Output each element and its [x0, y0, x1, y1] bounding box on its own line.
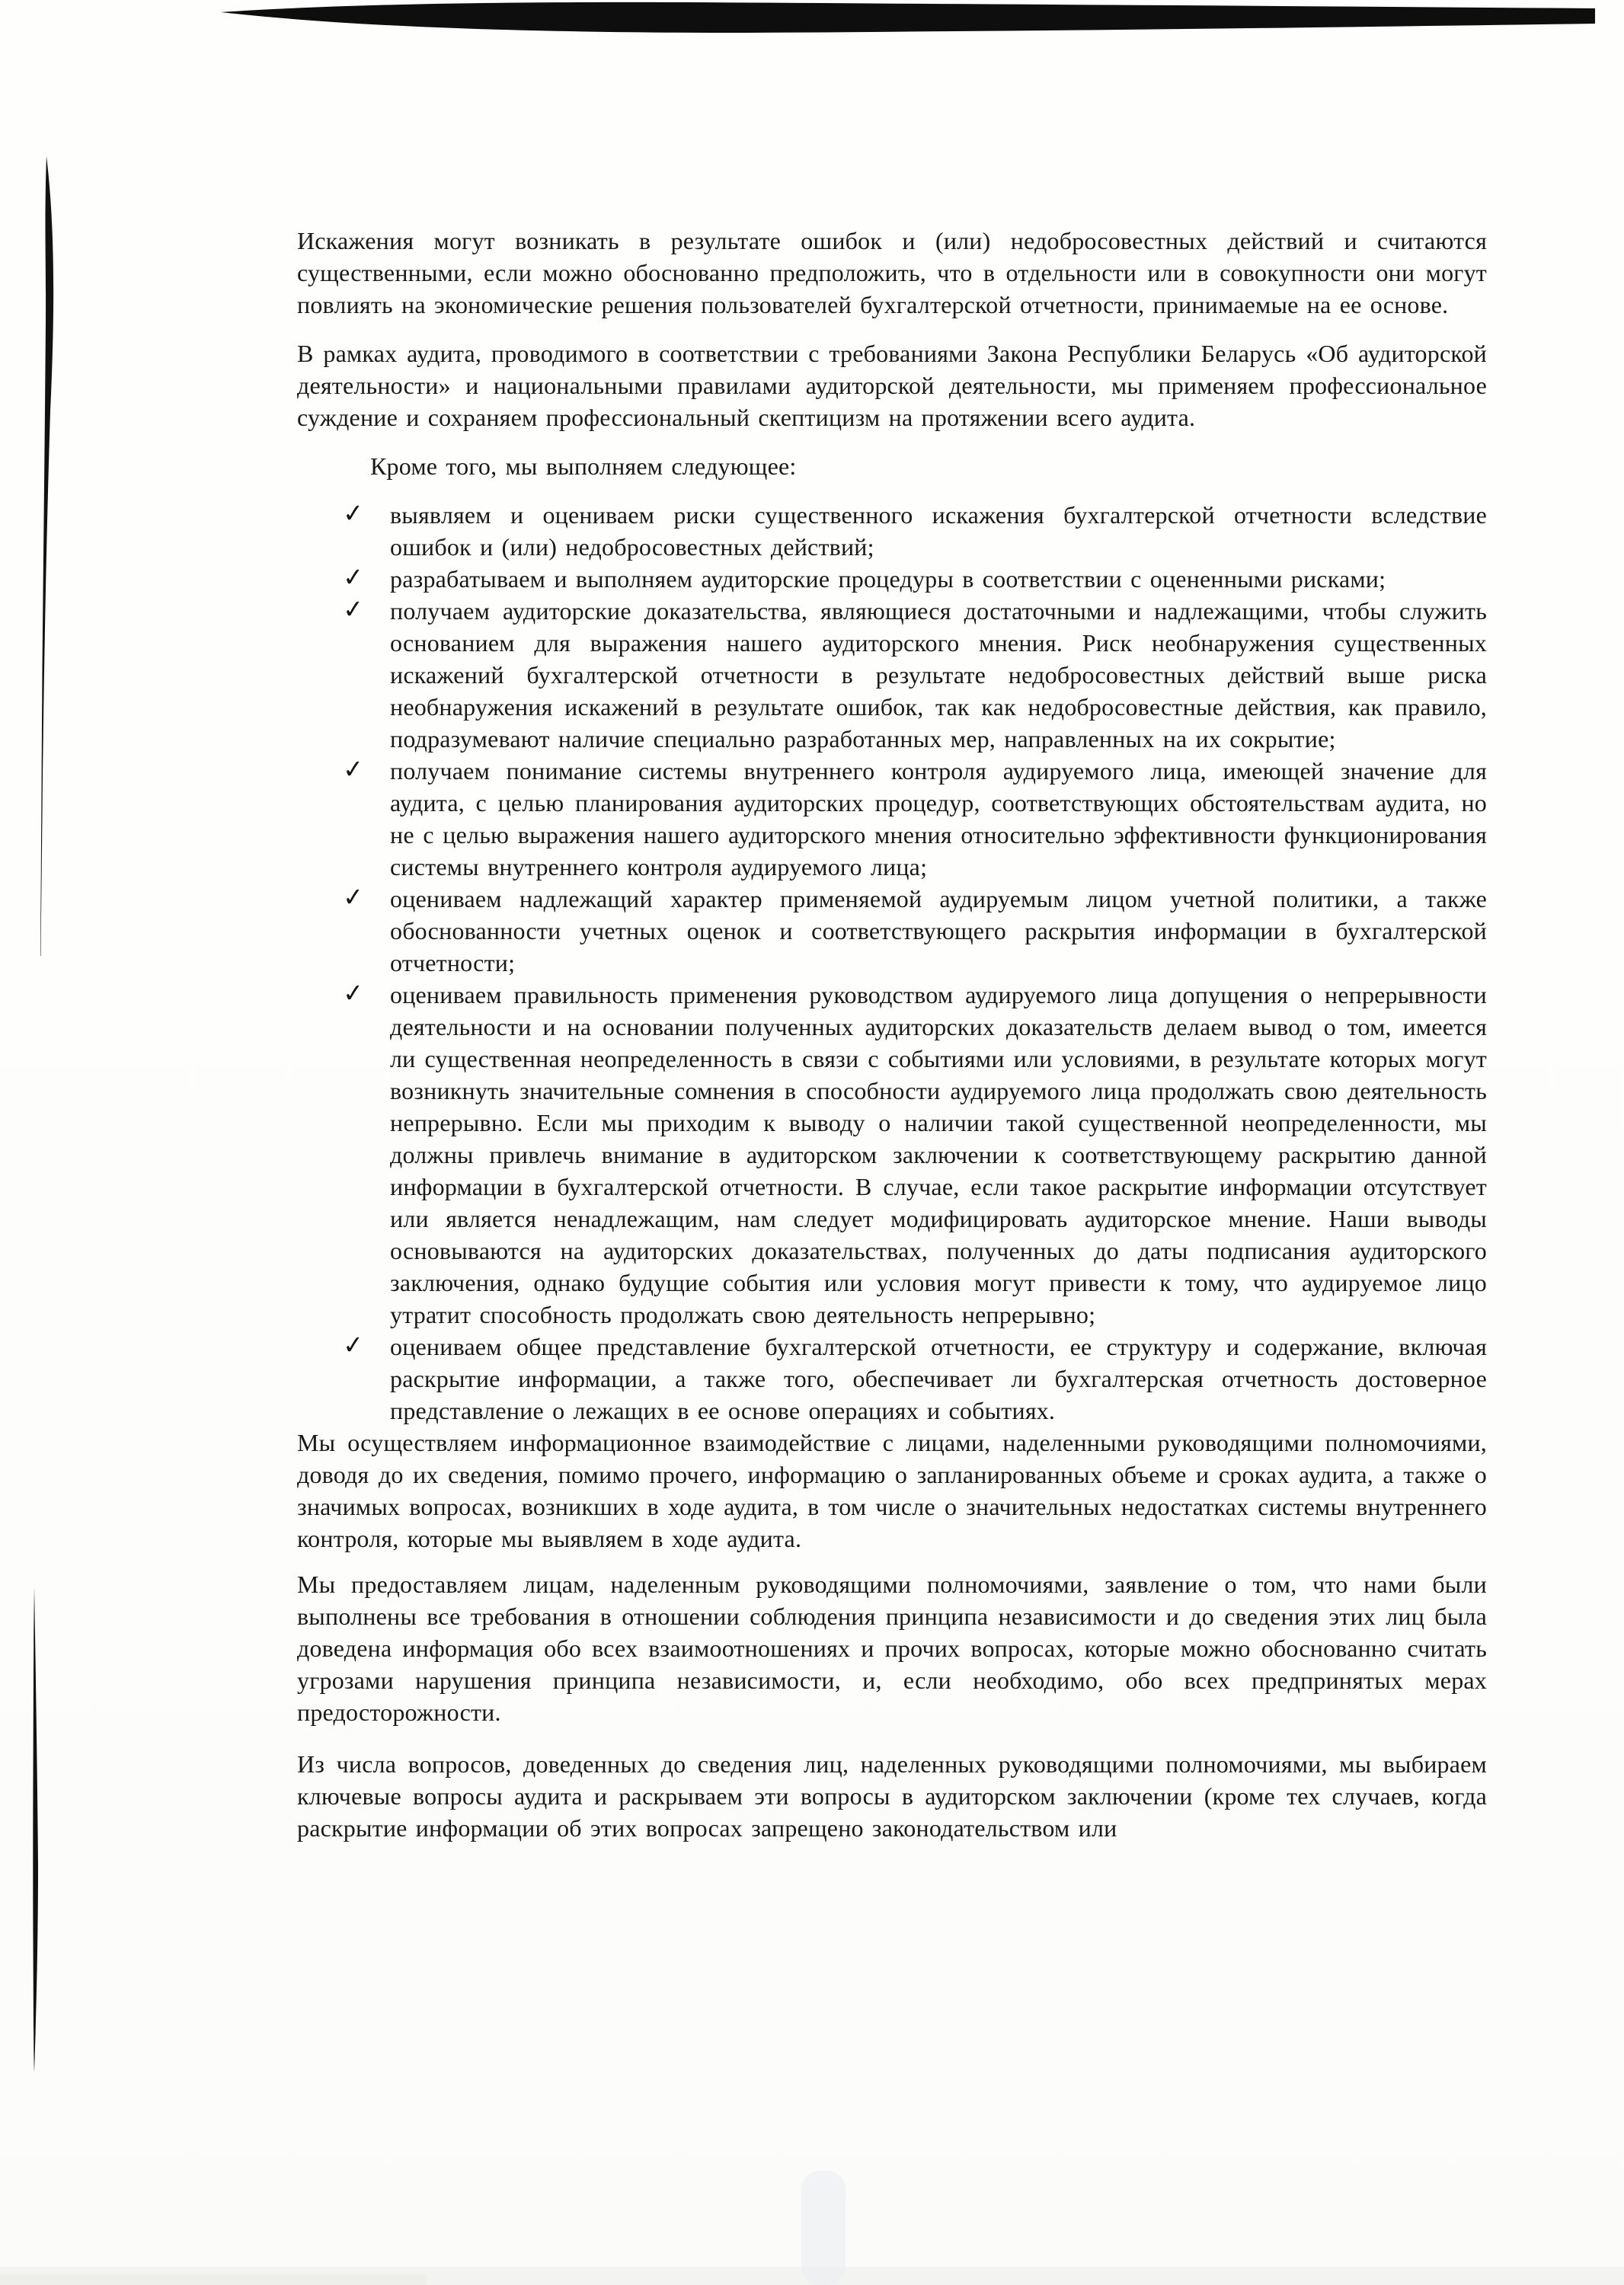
- bullet-item: [297, 1331, 1487, 1427]
- paragraph-list-intro: Кроме того, мы выполняем следующее:: [370, 452, 797, 480]
- checkmark-icon: ✓: [341, 753, 366, 785]
- bullet-list: [297, 499, 1487, 1427]
- bullet-text: оцениваем правильность применения руководством аудируемого лица допущения о непрерывности деятельности и на основании полученных аудиторских доказательств делаем вывод о том, имеется ли существенная неопределенность в связи с событиями или условиями, в результате которых могут возникнуть значительные сомнения в способности аудируемого лица продолжать свою деятельность непрерывно. Если мы приходим к выводу о наличии такой существенной неопределенности, мы должны привлечь внимание в аудиторском заключении к соответствующему раскрытию данной информации в бухгалтерской отчетности. В случае, если такое раскрытие информации отсутствует или является ненадлежащим, нам следует модифицировать аудиторское мнение. Наши выводы основываются на аудиторских доказательствах, полученных до даты подписания аудиторского заключения, однако будущие события или условия могут привести к тому, что аудируемое лицо утратит способность продолжать свою деятельность непрерывно;: [390, 981, 1487, 1328]
- checkmark-icon: ✓: [341, 881, 366, 912]
- paragraph-audit-framework: В рамках аудита, проводимого в соответствии с требованиями Закона Республики Беларусь «Об аудиторской деятельности» и национальными правилами аудиторской деятельности, мы применяем профессиональное суждение и сохраняем профессиональный скептицизм на протяжении всего аудита.: [297, 340, 1487, 431]
- checkmark-icon: ✓: [341, 561, 366, 593]
- checkmark-icon: ✓: [341, 497, 366, 529]
- scan-bottom-smudge: [801, 2171, 846, 2285]
- bullet-text: выявляем и оцениваем риски существенного искажения бухгалтерской отчетности вследствие ошибок и (или) недобросовестных действий;: [390, 501, 1487, 561]
- bullet-item: [297, 755, 1487, 883]
- bullet-text: получаем аудиторские доказательства, являющиеся достаточными и надлежащими, чтобы служить основанием для выражения нашего аудиторского мнения. Риск необнаружения существенных искажений бухгалтерской отчетности в результате недобросовестных действий выше риска необнаружения искажений в результате ошибок, так как недобросовестные действия, как правило, подразумевают наличие специально разработанных мер, направленных на их сокрытие;: [390, 597, 1487, 753]
- bullet-item: [297, 499, 1487, 563]
- checkmark-icon: ✓: [341, 593, 366, 625]
- bullet-text: получаем понимание системы внутреннего контроля аудируемого лица, имеющей значение для аудита, с целью планирования аудиторских процедур, соответствующих обстоятельствам аудита, но не с целью выражения нашего аудиторского мнения относительно эффективности функционирования системы внутреннего контроля аудируемого лица;: [390, 757, 1487, 880]
- document-content: [297, 225, 1487, 1844]
- paragraph-key-audit-matters: Из числа вопросов, доведенных до сведения лиц, наделенных руководящими полномочиями, мы выбираем ключевые вопросы аудита и раскрываем эти вопросы в аудиторском заключении (кроме тех случаев, когда раскрытие информации об этих вопросах запрещено законодательством или: [297, 1750, 1487, 1842]
- bullet-text: оцениваем общее представление бухгалтерской отчетности, ее структуру и содержание, включая раскрытие информации, а также того, обеспечивает ли бухгалтерская отчетность достоверное представление о лежащих в ее основе операциях и событиях.: [390, 1333, 1487, 1424]
- scan-left-edge-stroke-upper: [40, 156, 53, 956]
- bullet-item: [297, 563, 1487, 595]
- bullet-item: [297, 979, 1487, 1331]
- bullet-item: [297, 883, 1487, 979]
- paragraph-independence: Мы предоставляем лицам, наделенным руководящими полномочиями, заявление о том, что нами были выполнены все требования в отношении соблюдения принципа независимости и до сведения этих лиц была доведена информация обо всех взаимоотношениях и прочих вопросах, которые можно обоснованно считать угрозами нарушения принципа независимости, и, если необходимо, обо всех предпринятых мерах предосторожности.: [297, 1571, 1487, 1726]
- scan-bottom-shade: [0, 2267, 1624, 2285]
- checkmark-icon: ✓: [341, 1329, 366, 1360]
- paragraph-misstatements: Искажения могут возникать в результате ошибок и (или) недобросовестных действий и считаются существенными, если можно обоснованно предположить, что в отдельности или в совокупности они могут повлиять на экономические решения пользователей бухгалтерской отчетности, принимаемые на ее основе.: [297, 227, 1487, 318]
- bullet-text: оцениваем надлежащий характер применяемой аудируемым лицом учетной политики, а также обоснованности учетных оценок и соответствующего раскрытия информации в бухгалтерской отчетности;: [390, 885, 1487, 976]
- checkmark-icon: ✓: [341, 977, 366, 1008]
- scan-top-bar-artifact: [221, 2, 1595, 33]
- scan-bottom-shade-dark: [0, 2274, 427, 2285]
- bullet-text: разрабатываем и выполняем аудиторские процедуры в соответствии с оцененными рисками;: [390, 565, 1386, 593]
- paragraph-communication: Мы осуществляем информационное взаимодействие с лицами, наделенными руководящими полномочиями, доводя до их сведения, помимо прочего, информацию о запланированных объеме и сроках аудита, а также о значимых вопросах, возникших в ходе аудита, в том числе о значительных недостатках системы внутреннего контроля, которые мы выявляем в ходе аудита.: [297, 1429, 1487, 1552]
- scan-left-edge-stroke-lower: [33, 1588, 38, 2072]
- bullet-item: [297, 595, 1487, 755]
